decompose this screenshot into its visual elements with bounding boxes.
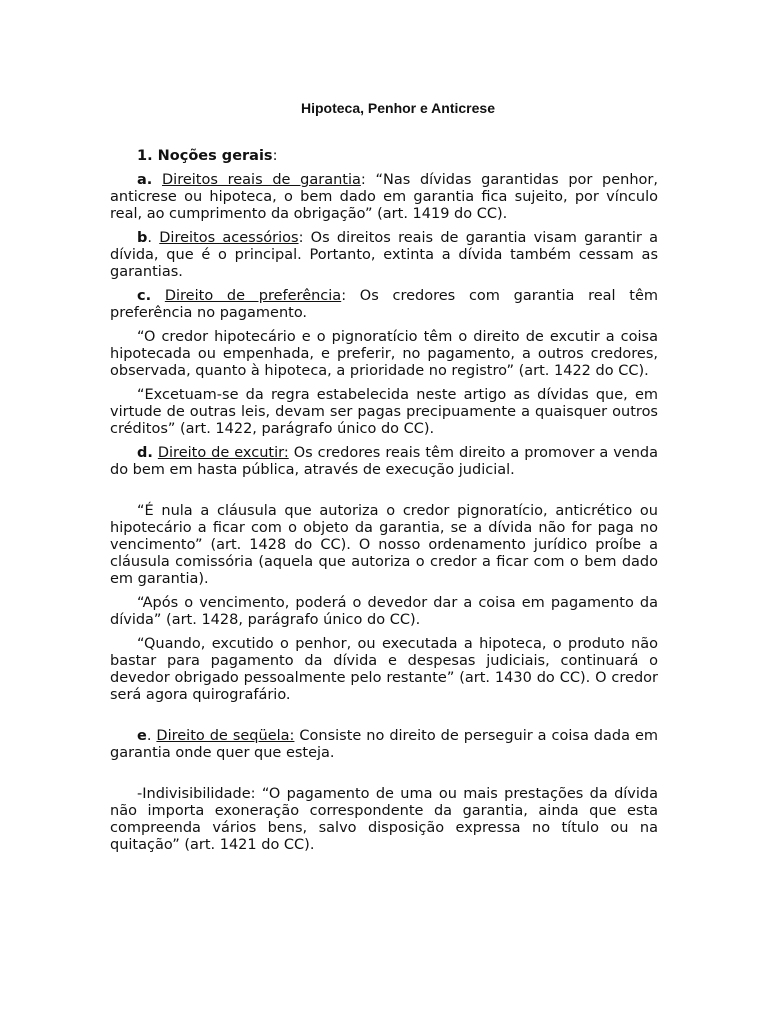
- item-d-quote-1: “É nula a cláusula que autoriza o credor pignoratício, anticrético ou hipotecário a ficar com o objeto da garantia, se a dívida não for paga no vencimento” (art. 1428 do CC). O nosso ordenamento jurídico proíbe a cláusula comissória (aquela que autoriza o credor a ficar com o bem dado em garantia).: [110, 503, 658, 587]
- item-d-text: Os credores reais têm direito a promover a venda do bem em hasta pública, através de execução judicial.: [110, 445, 658, 478]
- item-b-term: Direitos acessórios: [159, 230, 299, 246]
- item-e-sep: .: [146, 728, 157, 744]
- item-d-term: Direito de excutir:: [157, 445, 289, 461]
- indivisibilidade-paragraph: -Indivisibilidade: “O pagamento de uma ou mais prestações da dívida não importa exoneração correspondente da garantia, ainda que esta compreenda vários bens, salvo disposição expressa no título ou na quitação” (art. 1421 do CC).: [110, 786, 658, 853]
- item-e-paragraph: [110, 728, 658, 762]
- item-a-letter: a.: [137, 172, 153, 188]
- item-b-letter: b: [137, 230, 148, 246]
- section-heading-label: 1. Noções gerais: [137, 148, 273, 164]
- item-c-letter: c.: [137, 288, 152, 304]
- section-heading-suffix: :: [272, 148, 278, 164]
- paragraph-gap: [110, 769, 658, 786]
- paragraph-gap: [110, 486, 658, 503]
- item-d-quote-3: “Quando, excutido o penhor, ou executada a hipoteca, o produto não bastar para pagamento da dívida e despesas judiciais, continuará o devedor obrigado pessoalmente pelo restante” (art. 1430 do CC). O credor será agora quirografário.: [110, 636, 658, 703]
- item-b-paragraph: [110, 230, 658, 281]
- item-e-text: Consiste no direito de perseguir a coisa dada em garantia onde quer que esteja.: [110, 728, 658, 761]
- item-a-text: : “Nas dívidas garantidas por penhor, anticrese ou hipoteca, o bem dado em garantia fica sujeito, por vínculo real, ao cumprimento da obrigação” (art. 1419 do CC).: [110, 172, 659, 222]
- item-a-paragraph: [110, 172, 658, 223]
- item-e-letter: e: [137, 728, 147, 744]
- item-c-paragraph: [110, 288, 658, 322]
- item-c-text: : Os credores com garantia real têm preferência no pagamento.: [110, 288, 659, 321]
- section-heading: [110, 148, 658, 165]
- item-d-letter: d.: [137, 445, 153, 461]
- item-c-quote-2: “Excetuam-se da regra estabelecida neste artigo as dívidas que, em virtude de outras leis, devam ser pagas precipuamente a quaisquer outros créditos” (art. 1422, parágrafo único do CC).: [110, 387, 658, 437]
- paragraph-gap: [110, 711, 658, 728]
- item-e-term: Direito de seqüela:: [156, 728, 295, 744]
- item-d-quote-2: “Após o vencimento, poderá o devedor dar a coisa em pagamento da dívida” (art. 1428, parágrafo único do CC).: [110, 595, 658, 628]
- item-c-term: Direito de preferência: [164, 288, 342, 304]
- document-title: Hipoteca, Penhor e Anticrese: [301, 100, 495, 116]
- item-a-term: Direitos reais de garantia: [162, 172, 361, 188]
- item-d-paragraph: [110, 445, 658, 479]
- item-c-quote-1: “O credor hipotecário e o pignoratício têm o direito de excutir a coisa hipotecada ou empenhada, e preferir, no pagamento, a outros credores, observada, quanto à hipoteca, a prioridade no registro” (art. 1422 do CC).: [110, 329, 658, 379]
- document-body: [110, 148, 658, 861]
- item-b-sep: .: [147, 230, 160, 246]
- item-b-text: : Os direitos reais de garantia visam garantir a dívida, que é o principal. Portanto, extinta a dívida também cessam as garantias.: [110, 230, 658, 280]
